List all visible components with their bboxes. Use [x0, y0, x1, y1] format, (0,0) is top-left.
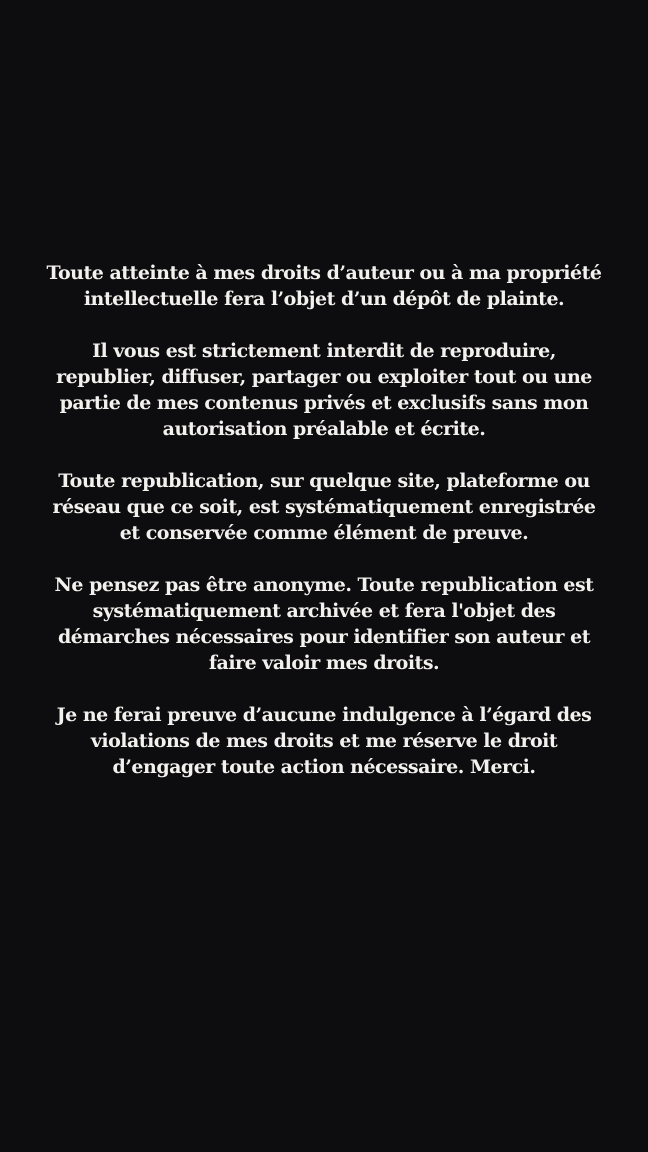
- notice-paragraph-2: Il vous est strictement interdit de reproduire, republier, diffuser, partager ou exploiter tout ou une partie de mes contenus privés et exclusifs sans mon autorisation préalable et écrite.: [56, 340, 592, 440]
- notice-paragraph-3: Toute republication, sur quelque site, plateforme ou réseau que ce soit, est systématiquement enregistrée et conservée comme élément de preuve.: [52, 470, 596, 544]
- notice-paragraph-1: Toute atteinte à mes droits d’auteur ou à ma propriété intellectuelle fera l’objet d’un dépôt de plainte.: [46, 262, 602, 310]
- copyright-notice: [40, 260, 608, 780]
- notice-paragraph-4: Ne pensez pas être anonyme. Toute republication est systématiquement archivée et fera l'objet des démarches nécessaires pour identifier son auteur et faire valoir mes droits.: [54, 574, 594, 674]
- notice-paragraph-5: Je ne ferai preuve d’aucune indulgence à l’égard des violations de mes droits et me réserve le droit d’engager toute action nécessaire. Merci.: [56, 704, 592, 778]
